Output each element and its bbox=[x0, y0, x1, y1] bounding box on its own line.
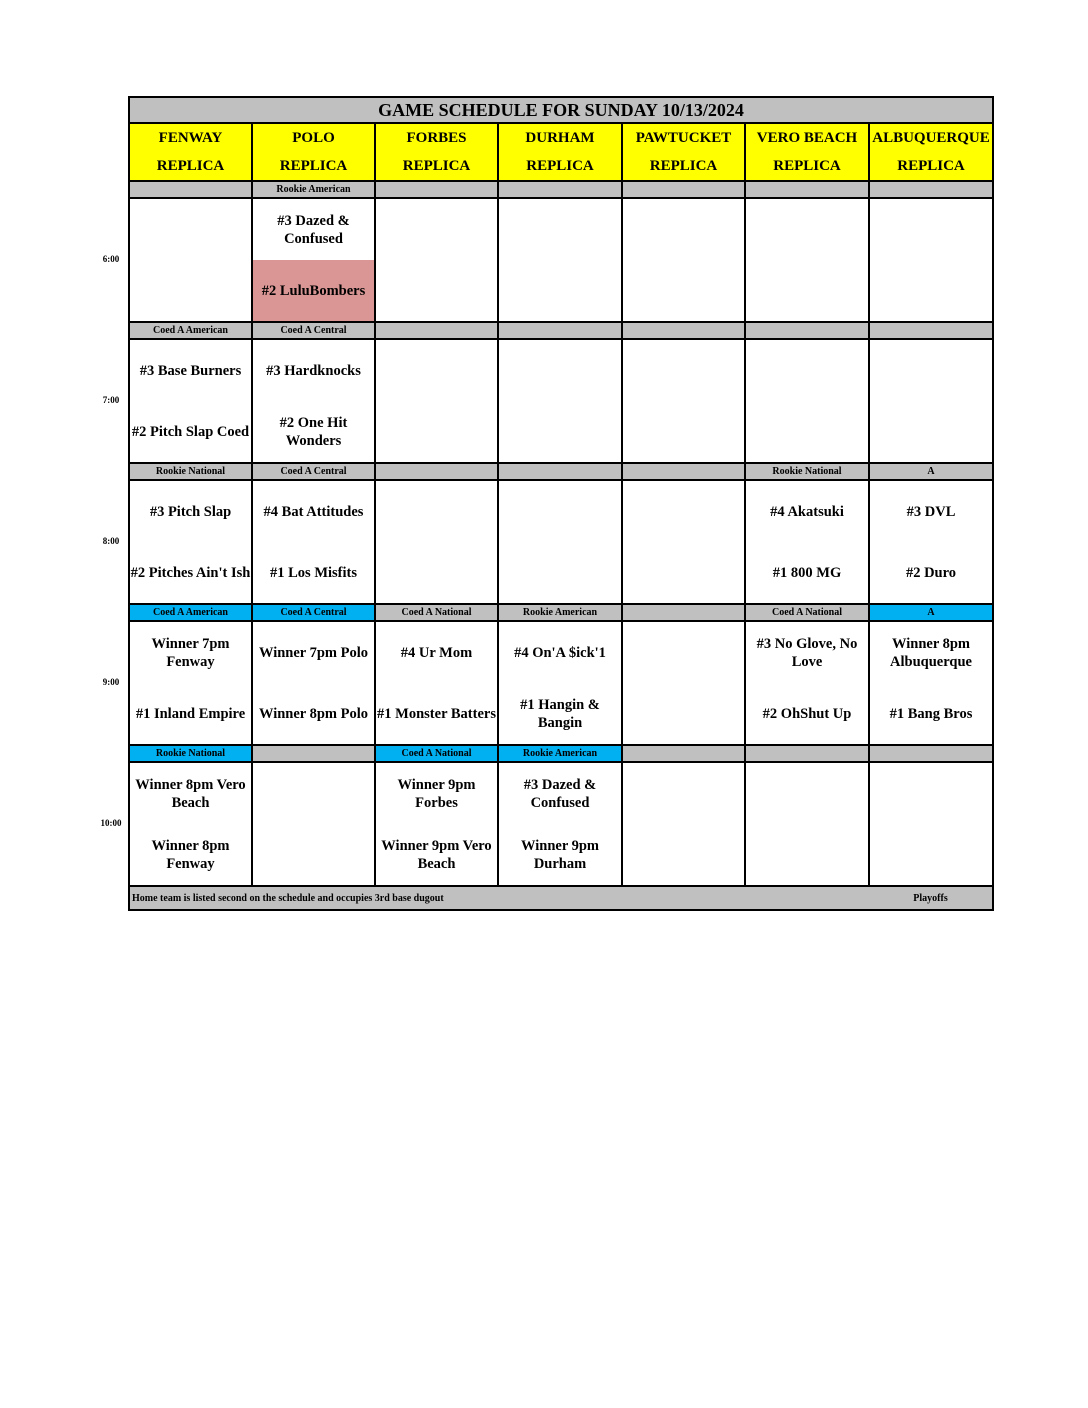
time-label: 7:00 bbox=[102, 395, 120, 405]
division-row bbox=[129, 181, 993, 198]
division-label: Rookie American bbox=[498, 604, 622, 621]
home-team bbox=[869, 824, 993, 886]
home-team: #2 Pitches Ain't Ish bbox=[129, 542, 252, 604]
division-label bbox=[129, 181, 252, 198]
division-label: Coed A Central bbox=[252, 463, 375, 480]
field-type-vero-beach: REPLICA bbox=[745, 152, 869, 181]
division-label bbox=[745, 745, 869, 762]
home-team: Winner 8pm Polo bbox=[252, 683, 375, 745]
division-row bbox=[129, 322, 993, 339]
home-team bbox=[375, 260, 498, 322]
home-team: #2 LuluBombers bbox=[252, 260, 375, 322]
division-label bbox=[745, 181, 869, 198]
away-team-row bbox=[129, 198, 993, 260]
home-team: Winner 9pm Durham bbox=[498, 824, 622, 886]
away-team: #3 DVL bbox=[869, 480, 993, 542]
home-team bbox=[498, 260, 622, 322]
title-row bbox=[129, 97, 993, 123]
field-type-fenway: REPLICA bbox=[129, 152, 252, 181]
time-label: 6:00 bbox=[102, 254, 120, 264]
away-team: #3 Base Burners bbox=[129, 339, 252, 401]
home-team: #2 One Hit Wonders bbox=[252, 401, 375, 463]
schedule-sheet bbox=[128, 96, 994, 911]
division-label bbox=[869, 322, 993, 339]
division-label: Coed A American bbox=[129, 604, 252, 621]
away-team bbox=[375, 480, 498, 542]
division-label: Coed A Central bbox=[252, 604, 375, 621]
division-label bbox=[498, 463, 622, 480]
away-team: Winner 9pm Forbes bbox=[375, 762, 498, 824]
away-team-row bbox=[129, 480, 993, 542]
home-team bbox=[375, 542, 498, 604]
home-team: #1 Inland Empire bbox=[129, 683, 252, 745]
division-row bbox=[129, 463, 993, 480]
division-label: Rookie American bbox=[498, 745, 622, 762]
away-team bbox=[622, 480, 745, 542]
division-label bbox=[498, 322, 622, 339]
division-row bbox=[129, 745, 993, 762]
footer-note: Home team is listed second on the schedule and occupies 3rd base dugout bbox=[129, 886, 869, 910]
home-team-row bbox=[129, 401, 993, 463]
field-name-fenway: FENWAY bbox=[129, 123, 252, 152]
page-title: GAME SCHEDULE FOR SUNDAY 10/13/2024 bbox=[129, 97, 993, 123]
home-team bbox=[869, 260, 993, 322]
away-team: #4 Akatsuki bbox=[745, 480, 869, 542]
home-team-row bbox=[129, 683, 993, 745]
field-name-pawtucket: PAWTUCKET bbox=[622, 123, 745, 152]
home-team-row bbox=[129, 824, 993, 886]
away-team bbox=[498, 480, 622, 542]
division-label bbox=[498, 181, 622, 198]
division-label: Rookie National bbox=[129, 463, 252, 480]
home-team-row bbox=[129, 260, 993, 322]
home-team bbox=[622, 683, 745, 745]
division-label: Coed A American bbox=[129, 322, 252, 339]
away-team bbox=[745, 339, 869, 401]
home-team: #1 Hangin & Bangin bbox=[498, 683, 622, 745]
time-label: 9:00 bbox=[102, 677, 120, 687]
field-type-durham: REPLICA bbox=[498, 152, 622, 181]
home-team bbox=[869, 401, 993, 463]
division-label: Coed A National bbox=[745, 604, 869, 621]
away-team bbox=[869, 762, 993, 824]
division-row bbox=[129, 604, 993, 621]
field-name-polo: POLO bbox=[252, 123, 375, 152]
playoffs-legend: Playoffs bbox=[869, 886, 993, 910]
away-team bbox=[622, 198, 745, 260]
away-team bbox=[375, 198, 498, 260]
division-label: Rookie National bbox=[129, 745, 252, 762]
division-label bbox=[622, 322, 745, 339]
away-team-row bbox=[129, 621, 993, 683]
division-label bbox=[622, 604, 745, 621]
away-team: #3 Dazed & Confused bbox=[498, 762, 622, 824]
home-team bbox=[622, 401, 745, 463]
division-label bbox=[375, 463, 498, 480]
division-label bbox=[869, 745, 993, 762]
away-team bbox=[622, 762, 745, 824]
field-name-row bbox=[129, 123, 993, 152]
home-team: #2 OhShut Up bbox=[745, 683, 869, 745]
home-team: #2 Duro bbox=[869, 542, 993, 604]
field-name-durham: DURHAM bbox=[498, 123, 622, 152]
away-team bbox=[622, 621, 745, 683]
away-team bbox=[375, 339, 498, 401]
field-type-pawtucket: REPLICA bbox=[622, 152, 745, 181]
home-team bbox=[745, 260, 869, 322]
away-team: #3 Pitch Slap bbox=[129, 480, 252, 542]
away-team bbox=[622, 339, 745, 401]
home-team: #1 Monster Batters bbox=[375, 683, 498, 745]
division-label bbox=[745, 322, 869, 339]
away-team bbox=[745, 762, 869, 824]
division-label bbox=[622, 181, 745, 198]
home-team bbox=[622, 542, 745, 604]
home-team bbox=[375, 401, 498, 463]
field-type-polo: REPLICA bbox=[252, 152, 375, 181]
home-team bbox=[129, 260, 252, 322]
field-type-row bbox=[129, 152, 993, 181]
away-team: Winner 8pm Vero Beach bbox=[129, 762, 252, 824]
away-team bbox=[745, 198, 869, 260]
home-team bbox=[745, 401, 869, 463]
away-team bbox=[252, 762, 375, 824]
home-team: Winner 8pm Fenway bbox=[129, 824, 252, 886]
division-label: Coed A Central bbox=[252, 322, 375, 339]
division-label bbox=[622, 463, 745, 480]
field-name-forbes: FORBES bbox=[375, 123, 498, 152]
home-team bbox=[498, 401, 622, 463]
field-name-albuquerque: ALBUQUERQUE bbox=[869, 123, 993, 152]
home-team bbox=[622, 824, 745, 886]
home-team bbox=[252, 824, 375, 886]
home-team: #2 Pitch Slap Coed bbox=[129, 401, 252, 463]
away-team: Winner 7pm Fenway bbox=[129, 621, 252, 683]
schedule-table bbox=[128, 96, 994, 911]
field-name-vero-beach: VERO BEACH bbox=[745, 123, 869, 152]
division-label bbox=[375, 322, 498, 339]
home-team bbox=[745, 824, 869, 886]
away-team: #4 Ur Mom bbox=[375, 621, 498, 683]
footer-row bbox=[129, 886, 993, 910]
away-team bbox=[129, 198, 252, 260]
division-label: A bbox=[869, 604, 993, 621]
away-team: #3 No Glove, No Love bbox=[745, 621, 869, 683]
division-label bbox=[252, 745, 375, 762]
home-team bbox=[622, 260, 745, 322]
division-label bbox=[869, 181, 993, 198]
away-team-row bbox=[129, 762, 993, 824]
away-team: #3 Hardknocks bbox=[252, 339, 375, 401]
field-type-forbes: REPLICA bbox=[375, 152, 498, 181]
division-label: Coed A National bbox=[375, 604, 498, 621]
away-team bbox=[869, 339, 993, 401]
away-team bbox=[869, 198, 993, 260]
field-type-albuquerque: REPLICA bbox=[869, 152, 993, 181]
home-team-row bbox=[129, 542, 993, 604]
away-team: #3 Dazed & Confused bbox=[252, 198, 375, 260]
division-label: Rookie National bbox=[745, 463, 869, 480]
division-label: Rookie American bbox=[252, 181, 375, 198]
division-label: Coed A National bbox=[375, 745, 498, 762]
time-label: 10:00 bbox=[100, 818, 122, 828]
home-team: #1 Bang Bros bbox=[869, 683, 993, 745]
away-team: #4 On'A $ick'1 bbox=[498, 621, 622, 683]
home-team bbox=[498, 542, 622, 604]
away-team: Winner 7pm Polo bbox=[252, 621, 375, 683]
home-team: Winner 9pm Vero Beach bbox=[375, 824, 498, 886]
away-team bbox=[498, 339, 622, 401]
away-team bbox=[498, 198, 622, 260]
division-label: A bbox=[869, 463, 993, 480]
division-label bbox=[622, 745, 745, 762]
home-team: #1 800 MG bbox=[745, 542, 869, 604]
away-team-row bbox=[129, 339, 993, 401]
home-team: #1 Los Misfits bbox=[252, 542, 375, 604]
away-team: Winner 8pm Albuquerque bbox=[869, 621, 993, 683]
division-label bbox=[375, 181, 498, 198]
time-label: 8:00 bbox=[102, 536, 120, 546]
away-team: #4 Bat Attitudes bbox=[252, 480, 375, 542]
